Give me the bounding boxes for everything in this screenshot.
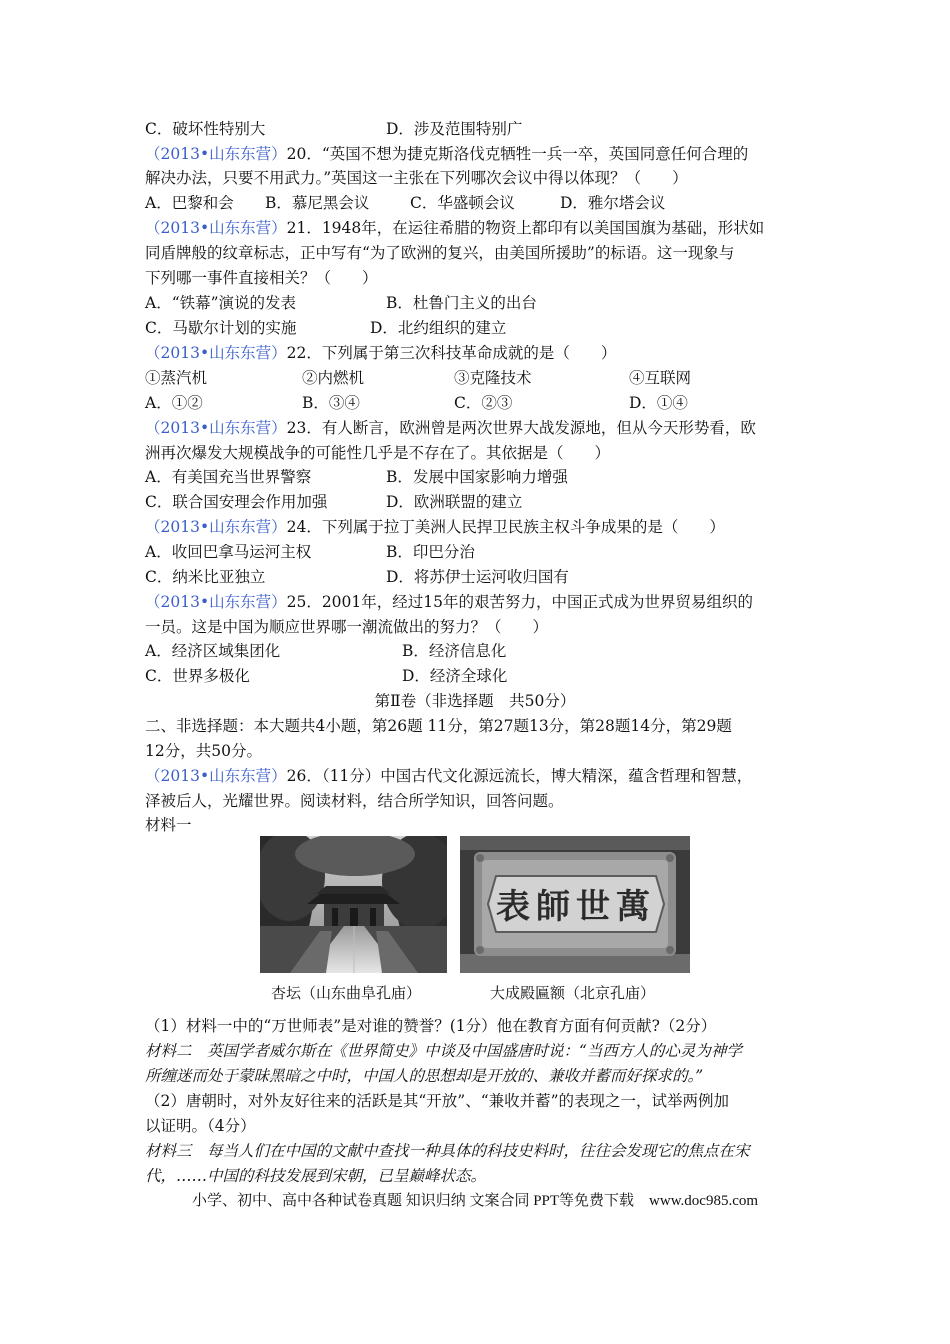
q23-option-a: A．有美国充当世界警察: [145, 468, 312, 486]
q25-option-b: B．经济信息化: [402, 642, 507, 660]
q22-item-2: ②内燃机: [302, 369, 365, 387]
q24-option-a: A．收回巴拿马运河主权: [145, 543, 312, 561]
q22-option-c: C．②③: [454, 394, 513, 412]
material-2-line2: 所缠迷而处于蒙昧黑暗之中时，中国人的思想却是开放的、兼收并蓄而好探求的。”: [145, 1067, 704, 1085]
q19-option-d: D．涉及范围特别广: [386, 120, 523, 138]
q24-option-c: C．纳米比亚独立: [145, 568, 266, 586]
q20-stem-line1: （2013•山东东营）20．“英国不想为捷克斯洛伐克牺牲一兵一卒，英国同意任何合理的: [145, 145, 749, 163]
q26-subquestion-2-line1: （2）唐朝时，对外友好往来的活跃是其“开放”、“兼收并蓄”的表现之一，试举两例加: [145, 1092, 730, 1110]
q25-source: （2013•山东东营）: [145, 593, 287, 611]
part2-title: 第Ⅱ卷（非选择题 共50分）: [374, 692, 576, 710]
q21-stem-line1: （2013•山东东营）21．1948年，在运往希腊的物资上都印有以美国国旗为基础，形状如: [145, 219, 765, 237]
q26-subquestion-1: （1）材料一中的“万世师表”是对谁的赞誉？(1分）他在教育方面有何贡献?（2分）: [145, 1017, 717, 1035]
q20-stem-line2: 解决办法，只要不用武力。”英国这一主张在下列哪次会议中得以体现？（ ）: [145, 169, 688, 187]
q25-stem-line1: （2013•山东东营）25．2001年，经过15年的艰苦努力，中国正式成为世界贸易组织的: [145, 593, 753, 611]
material-2-line1: 材料二 英国学者威尔斯在《世界简史》中谈及中国盛唐时说：“当西方人的心灵为神学: [145, 1042, 742, 1060]
dacheng-plaque-photo: [460, 836, 690, 973]
xingtan-photo: [260, 836, 447, 973]
q20-option-a: A．巴黎和会: [145, 194, 234, 212]
xingtan-caption: 杏坛（山东曲阜孔庙）: [271, 984, 422, 1002]
q26-source: （2013•山东东营）: [145, 767, 287, 785]
q23-option-d: D．欧洲联盟的建立: [386, 493, 523, 511]
q22-source: （2013•山东东营）: [145, 344, 287, 362]
q22-item-3: ③克隆技术: [454, 369, 532, 387]
material-1-label: 材料一: [145, 816, 192, 834]
q21-option-b: B．杜鲁门主义的出台: [386, 294, 537, 312]
q25-stem-line2: 一员。这是中国为顺应世界哪一潮流做出的努力？（ ）: [145, 618, 549, 636]
q24-source: （2013•山东东营）: [145, 518, 287, 536]
q20-option-c: C．华盛顿会议: [410, 194, 515, 212]
plaque-text: 表師世萬: [496, 887, 656, 927]
q25-option-d: D．经济全球化: [402, 667, 508, 685]
q24-option-b: B．印巴分治: [386, 543, 475, 561]
q25-option-a: A．经济区域集团化: [145, 642, 281, 660]
q21-stem-line3: 下列哪一事件直接相关？（ ）: [145, 269, 378, 287]
q21-option-d: D．北约组织的建立: [370, 319, 507, 337]
q23-option-b: B．发展中国家影响力增强: [386, 468, 568, 486]
q23-stem-line2: 洲再次爆发大规模战争的可能性几乎是不存在了。其依据是（ ）: [145, 444, 611, 462]
material-3-line2: 代，……中国的科技发展到宋朝，已呈巅峰状态。: [145, 1167, 487, 1185]
q26-subquestion-2-line2: 以证明。（4分）: [145, 1117, 256, 1135]
q21-stem-line2: 同盾牌般的纹章标志，正中写有“为了欧洲的复兴，由美国所援助”的标语。这一现象与: [145, 244, 735, 262]
dacheng-caption: 大成殿匾额（北京孔庙）: [490, 984, 656, 1002]
q22-option-d: D．①④: [629, 394, 688, 412]
q22-option-a: A．①②: [145, 394, 203, 412]
q20-option-b: B．慕尼黑会议: [265, 194, 370, 212]
q26-stem-line1: （2013•山东东营）26．（11分）中国古代文化源远流长，博大精深，蕴含哲理和智慧，: [145, 767, 753, 785]
footer-download-note: 小学、初中、高中各种试卷真题 知识归纳 文案合同 PPT等免费下载 www.doc985.com: [191, 1193, 759, 1209]
part2-intro-line1: 二、非选择题：本大题共4小题，第26题 11分，第27题13分，第28题14分，第29题: [145, 717, 732, 735]
q21-source: （2013•山东东营）: [145, 219, 287, 237]
material-3-line1: 材料三 每当人们在中国的文献中查找一种具体的科技史料时，往往会发现它的焦点在宋: [145, 1142, 750, 1160]
q22-stem-line1: （2013•山东东营）22．下列属于第三次科技革命成就的是（ ）: [145, 344, 617, 362]
q19-option-c: C．破坏性特别大: [145, 120, 266, 138]
q23-stem-line1: （2013•山东东营）23．有人断言，欧洲曾是两次世界大战发源地，但从今天形势看，欧: [145, 419, 756, 437]
q20-source: （2013•山东东营）: [145, 145, 287, 163]
q21-option-a: A．“铁幕”演说的发表: [145, 294, 297, 312]
q22-option-b: B．③④: [302, 394, 360, 412]
q26-stem-line2: 泽被后人，光耀世界。阅读材料，结合所学知识，回答问题。: [145, 792, 564, 810]
q23-source: （2013•山东东营）: [145, 419, 287, 437]
q25-option-c: C．世界多极化: [145, 667, 250, 685]
q24-option-d: D．将苏伊士运河收归国有: [386, 568, 569, 586]
q21-option-c: C．马歇尔计划的实施: [145, 319, 297, 337]
q23-option-c: C．联合国安理会作用加强: [145, 493, 328, 511]
q22-item-4: ④互联网: [629, 369, 692, 387]
q20-option-d: D．雅尔塔会议: [560, 194, 666, 212]
q24-stem-line1: （2013•山东东营）24．下列属于拉丁美洲人民捍卫民族主权斗争成果的是（ ）: [145, 518, 725, 536]
q22-item-1: ①蒸汽机: [145, 369, 208, 387]
part2-intro-line2: 12分，共50分。: [145, 742, 262, 760]
